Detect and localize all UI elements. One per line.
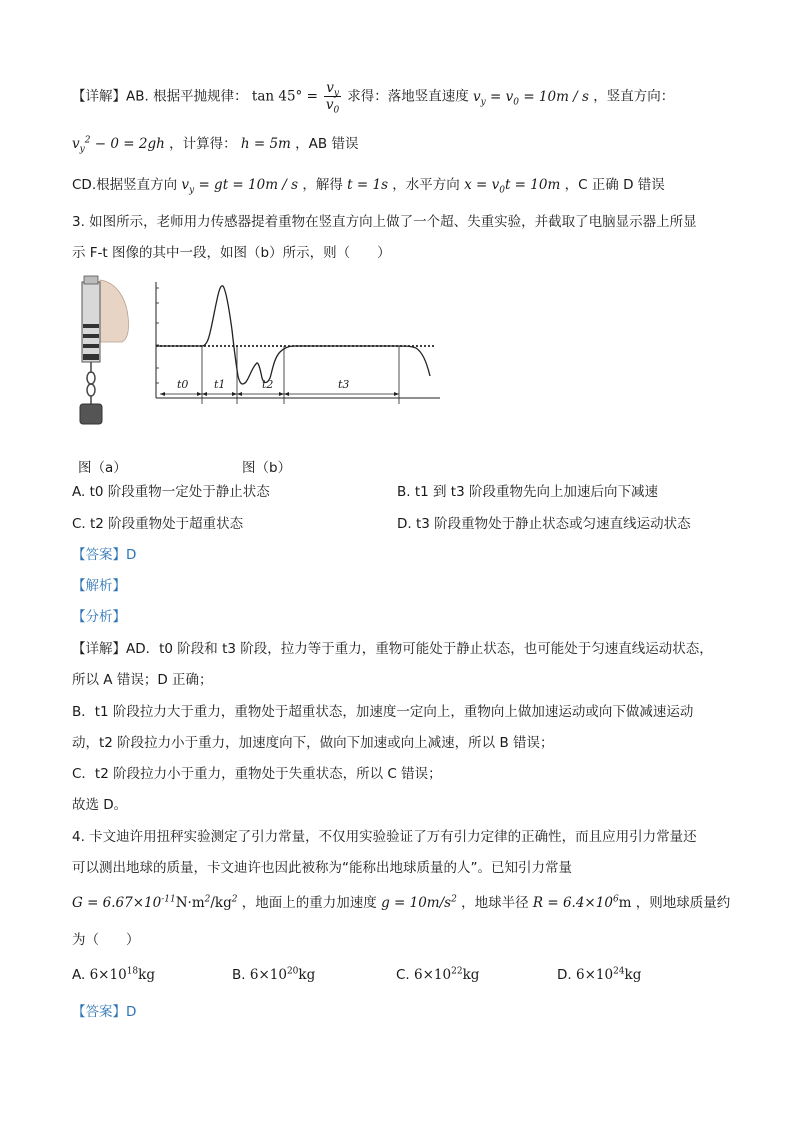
q4-text-c: ，则地球质量约	[635, 895, 731, 911]
q4-text-b: ，地球半径	[461, 895, 529, 911]
h-equation: h = 5m	[240, 136, 291, 152]
fig-a-caption: 图（a）	[78, 460, 127, 476]
q2-line2-text1: ，计算得：	[169, 136, 237, 152]
figure-a-sensor-apparatus	[80, 276, 129, 424]
q3-answer: 【答案】D	[72, 547, 137, 563]
q2-detail-line2	[72, 134, 358, 154]
q2-line3-text2: ，解得	[302, 177, 343, 193]
q2-detail-mid: 求得：落地竖直速度	[347, 88, 469, 105]
q3-detail-line4: 动，t2 阶段拉力小于重力，加速度向下，做向下加速或向上减速，所以 B 错误；	[72, 735, 554, 751]
earth-radius: $R = 6.4\times 10^6m$	[532, 894, 632, 911]
seg-label-t0: t0	[177, 378, 189, 391]
figure-b-ft-graph	[156, 282, 440, 404]
figure-svg	[66, 268, 446, 448]
q2-line3-text3: ，水平方向	[392, 177, 460, 193]
q3-detail-line1: 【详解】AD．t0 阶段和 t3 阶段，拉力等于重力，重物可能处于静止状态，也可能处于匀速直线运动状态，	[72, 641, 713, 657]
q3-detail-line6: 故选 D。	[72, 797, 128, 813]
seg-label-t1: t1	[214, 378, 226, 391]
q2-line3-text4: ，C 正确 D 错误	[564, 177, 665, 193]
vy-over-v0-fraction: $\frac{v_y}{v_0}$	[325, 80, 340, 116]
q3-fenxi-heading: 【分析】	[72, 609, 126, 625]
q4-option-a: A. $6\times 10^{18}kg$	[72, 966, 155, 983]
q3-detail-line2: 所以 A 错误；D 正确；	[72, 672, 213, 688]
q2-line3-text1: CD.根据竖直方向	[72, 177, 178, 193]
gravity-acceleration: $g = 10m/s^2$	[381, 894, 457, 911]
q3-stem-line2: 示 F-t 图像的其中一段，如图（b）所示，则（ ）	[72, 245, 391, 261]
q2-detail-suffix: ，竖直方向：	[593, 88, 675, 105]
q2-line2-text2: ，AB 错误	[295, 136, 359, 152]
q3-analysis-heading: 【解析】	[72, 578, 126, 594]
q3-option-d: D. t3 阶段重物处于静止状态或匀速直线运动状态	[397, 516, 691, 532]
t-equation: t = 1s	[347, 177, 388, 193]
q4-answer: 【答案】D	[72, 1004, 137, 1020]
q3-option-a: A. t0 阶段重物一定处于静止状态	[72, 484, 270, 500]
q3-figure	[66, 268, 446, 452]
q3-stem-line1: 3. 如图所示，老师用力传感器提着重物在竖直方向上做了一个超、失重实验，并截取了电脑显示器上所显	[72, 214, 697, 230]
q3-detail-line3: B．t1 阶段拉力大于重力，重物处于超重状态，加速度一定向上，重物向上做加速运动或向下做减速运动	[72, 704, 694, 720]
vy-squared-expression: $v_y^2 - 0 = 2gh$	[72, 135, 165, 155]
q3-option-b: B. t1 到 t3 阶段重物先向上加速后向下减速	[397, 484, 658, 500]
q2-detail-prefix: 【详解】AB. 根据平抛规律：	[72, 88, 248, 105]
fig-b-caption: 图（b）	[242, 460, 292, 476]
vy-equation: $v_y = v_0 = 10m / s$	[473, 88, 589, 108]
seg-label-t2: t2	[262, 378, 274, 391]
q4-stem-line3	[72, 893, 730, 913]
q3-option-c: C. t2 阶段重物处于超重状态	[72, 516, 244, 532]
x-equation: $x = v_0t = 10m$	[464, 177, 561, 196]
seg-label-t3: t3	[338, 378, 350, 391]
q4-text-a: ，地面上的重力加速度	[241, 895, 377, 911]
q4-stem-line2: 可以测出地球的质量，卡文迪许也因此被称为“能称出地球质量的人”。已知引力常量	[72, 860, 572, 876]
vy-gt-equation: $v_y$ = gt = 10m / s	[181, 177, 299, 196]
q4-stem-line1: 4. 卡文迪许用扭秤实验测定了引力常量，不仅用实验验证了万有引力定律的正确性，而且应用引力常量还	[72, 829, 697, 845]
q4-option-c: C. $6\times 10^{22}kg$	[396, 966, 480, 983]
q2-detail-line3	[72, 175, 665, 195]
q4-option-b: B. $6\times 10^{20}kg$	[232, 966, 316, 983]
gravitational-constant: $G = 6.67\times 10^{-11}N\cdot m^2/kg^2$	[72, 894, 238, 911]
q4-stem-line4: 为（ ）	[72, 932, 140, 948]
q3-detail-line5: C．t2 阶段拉力小于重力，重物处于失重状态，所以 C 错误；	[72, 766, 442, 782]
q4-option-d: D. $6\times 10^{24}kg$	[557, 966, 642, 983]
q2-detail-line1	[72, 80, 675, 116]
tan-expression: tan 45° =	[251, 88, 318, 105]
